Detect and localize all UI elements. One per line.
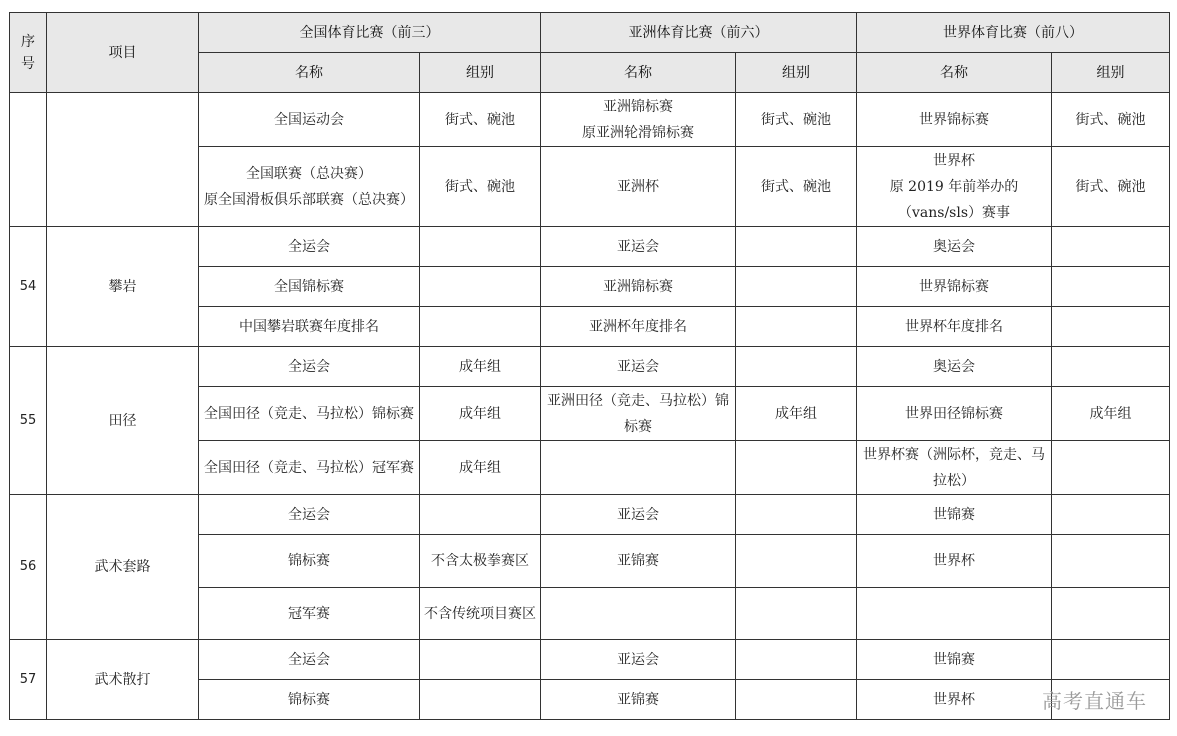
asian-group bbox=[736, 267, 857, 307]
world-name: 世界锦标赛 bbox=[857, 267, 1052, 307]
world-name: 奥运会 bbox=[857, 227, 1052, 267]
world-group bbox=[1052, 441, 1170, 495]
row-seq: 55 bbox=[10, 347, 47, 495]
national-name: 全运会 bbox=[199, 347, 420, 387]
world-name bbox=[857, 588, 1052, 640]
national-group: 成年组 bbox=[420, 387, 541, 441]
world-group: 街式、碗池 bbox=[1052, 147, 1170, 227]
header-asian: 亚洲体育比赛（前六） bbox=[541, 13, 857, 53]
national-group: 不含太极拳赛区 bbox=[420, 535, 541, 588]
world-group bbox=[1052, 535, 1170, 588]
asian-group: 街式、碗池 bbox=[736, 147, 857, 227]
header-item: 项目 bbox=[47, 13, 199, 93]
asian-group bbox=[736, 588, 857, 640]
row-item bbox=[47, 93, 199, 227]
row-item: 田径 bbox=[47, 347, 199, 495]
world-group: 街式、碗池 bbox=[1052, 93, 1170, 147]
table-row bbox=[10, 347, 1170, 387]
asian-name: 亚锦赛 bbox=[541, 680, 736, 720]
row-seq: 54 bbox=[10, 227, 47, 347]
national-name: 中国攀岩联赛年度排名 bbox=[199, 307, 420, 347]
world-group bbox=[1052, 267, 1170, 307]
asian-name: 亚洲田径（竞走、马拉松）锦标赛 bbox=[541, 387, 736, 441]
world-name: 奥运会 bbox=[857, 347, 1052, 387]
row-seq: 56 bbox=[10, 495, 47, 640]
header-national: 全国体育比赛（前三） bbox=[199, 13, 541, 53]
asian-name: 亚运会 bbox=[541, 227, 736, 267]
asian-group bbox=[736, 441, 857, 495]
world-name: 世锦赛 bbox=[857, 640, 1052, 680]
world-name: 世界杯年度排名 bbox=[857, 307, 1052, 347]
national-name: 冠军赛 bbox=[199, 588, 420, 640]
asian-group bbox=[736, 680, 857, 720]
table-row bbox=[10, 495, 1170, 535]
asian-group bbox=[736, 227, 857, 267]
world-name: 世界杯 原 2019 年前举办的 （vans/sls）赛事 bbox=[857, 147, 1052, 227]
national-group: 成年组 bbox=[420, 347, 541, 387]
asian-group bbox=[736, 535, 857, 588]
asian-group bbox=[736, 347, 857, 387]
world-group bbox=[1052, 495, 1170, 535]
header-asian-name: 名称 bbox=[541, 53, 736, 93]
world-name: 世界杯赛（洲际杯，竞走、马拉松） bbox=[857, 441, 1052, 495]
header-asian-group: 组别 bbox=[736, 53, 857, 93]
national-group bbox=[420, 680, 541, 720]
asian-name: 亚运会 bbox=[541, 347, 736, 387]
national-group: 成年组 bbox=[420, 441, 541, 495]
world-group bbox=[1052, 640, 1170, 680]
national-name: 全国联赛（总决赛） 原全国滑板俱乐部联赛（总决赛） bbox=[199, 147, 420, 227]
national-name: 全国锦标赛 bbox=[199, 267, 420, 307]
asian-name: 亚锦赛 bbox=[541, 535, 736, 588]
header-national-group: 组别 bbox=[420, 53, 541, 93]
world-group bbox=[1052, 347, 1170, 387]
national-group bbox=[420, 267, 541, 307]
national-name: 锦标赛 bbox=[199, 680, 420, 720]
world-group bbox=[1052, 307, 1170, 347]
asian-name: 亚洲锦标赛 原亚洲轮滑锦标赛 bbox=[541, 93, 736, 147]
national-name: 全运会 bbox=[199, 227, 420, 267]
national-name: 全运会 bbox=[199, 640, 420, 680]
national-group bbox=[420, 307, 541, 347]
competition-table bbox=[9, 12, 1170, 720]
row-item: 攀岩 bbox=[47, 227, 199, 347]
national-group bbox=[420, 640, 541, 680]
national-name: 全国田径（竞走、马拉松）冠军赛 bbox=[199, 441, 420, 495]
asian-group: 成年组 bbox=[736, 387, 857, 441]
world-group: 成年组 bbox=[1052, 387, 1170, 441]
asian-group: 街式、碗池 bbox=[736, 93, 857, 147]
world-name: 世锦赛 bbox=[857, 495, 1052, 535]
asian-name: 亚洲锦标赛 bbox=[541, 267, 736, 307]
asian-group bbox=[736, 495, 857, 535]
asian-group bbox=[736, 307, 857, 347]
national-group bbox=[420, 495, 541, 535]
world-group bbox=[1052, 227, 1170, 267]
asian-name: 亚运会 bbox=[541, 640, 736, 680]
national-name: 锦标赛 bbox=[199, 535, 420, 588]
header-seq: 序号 bbox=[10, 13, 47, 93]
national-group: 不含传统项目赛区 bbox=[420, 588, 541, 640]
asian-name bbox=[541, 588, 736, 640]
row-seq bbox=[10, 93, 47, 227]
world-name: 世界杯 bbox=[857, 680, 1052, 720]
world-name: 世界杯 bbox=[857, 535, 1052, 588]
header-world: 世界体育比赛（前八） bbox=[857, 13, 1170, 53]
table-row bbox=[10, 227, 1170, 267]
world-name: 世界田径锦标赛 bbox=[857, 387, 1052, 441]
row-seq: 57 bbox=[10, 640, 47, 720]
asian-name: 亚运会 bbox=[541, 495, 736, 535]
asian-name: 亚洲杯年度排名 bbox=[541, 307, 736, 347]
national-name: 全国运动会 bbox=[199, 93, 420, 147]
row-item: 武术散打 bbox=[47, 640, 199, 720]
asian-group bbox=[736, 640, 857, 680]
asian-name: 亚洲杯 bbox=[541, 147, 736, 227]
header-national-name: 名称 bbox=[199, 53, 420, 93]
table-row bbox=[10, 640, 1170, 680]
asian-name bbox=[541, 441, 736, 495]
world-group bbox=[1052, 588, 1170, 640]
world-name: 世界锦标赛 bbox=[857, 93, 1052, 147]
national-name: 全国田径（竞走、马拉松）锦标赛 bbox=[199, 387, 420, 441]
header-world-group: 组别 bbox=[1052, 53, 1170, 93]
national-name: 全运会 bbox=[199, 495, 420, 535]
header-world-name: 名称 bbox=[857, 53, 1052, 93]
watermark: 高考直通车 bbox=[1042, 689, 1147, 713]
table-row bbox=[10, 93, 1170, 147]
national-group: 街式、碗池 bbox=[420, 147, 541, 227]
national-group: 街式、碗池 bbox=[420, 93, 541, 147]
row-item: 武术套路 bbox=[47, 495, 199, 640]
table-body bbox=[10, 93, 1170, 720]
national-group bbox=[420, 227, 541, 267]
